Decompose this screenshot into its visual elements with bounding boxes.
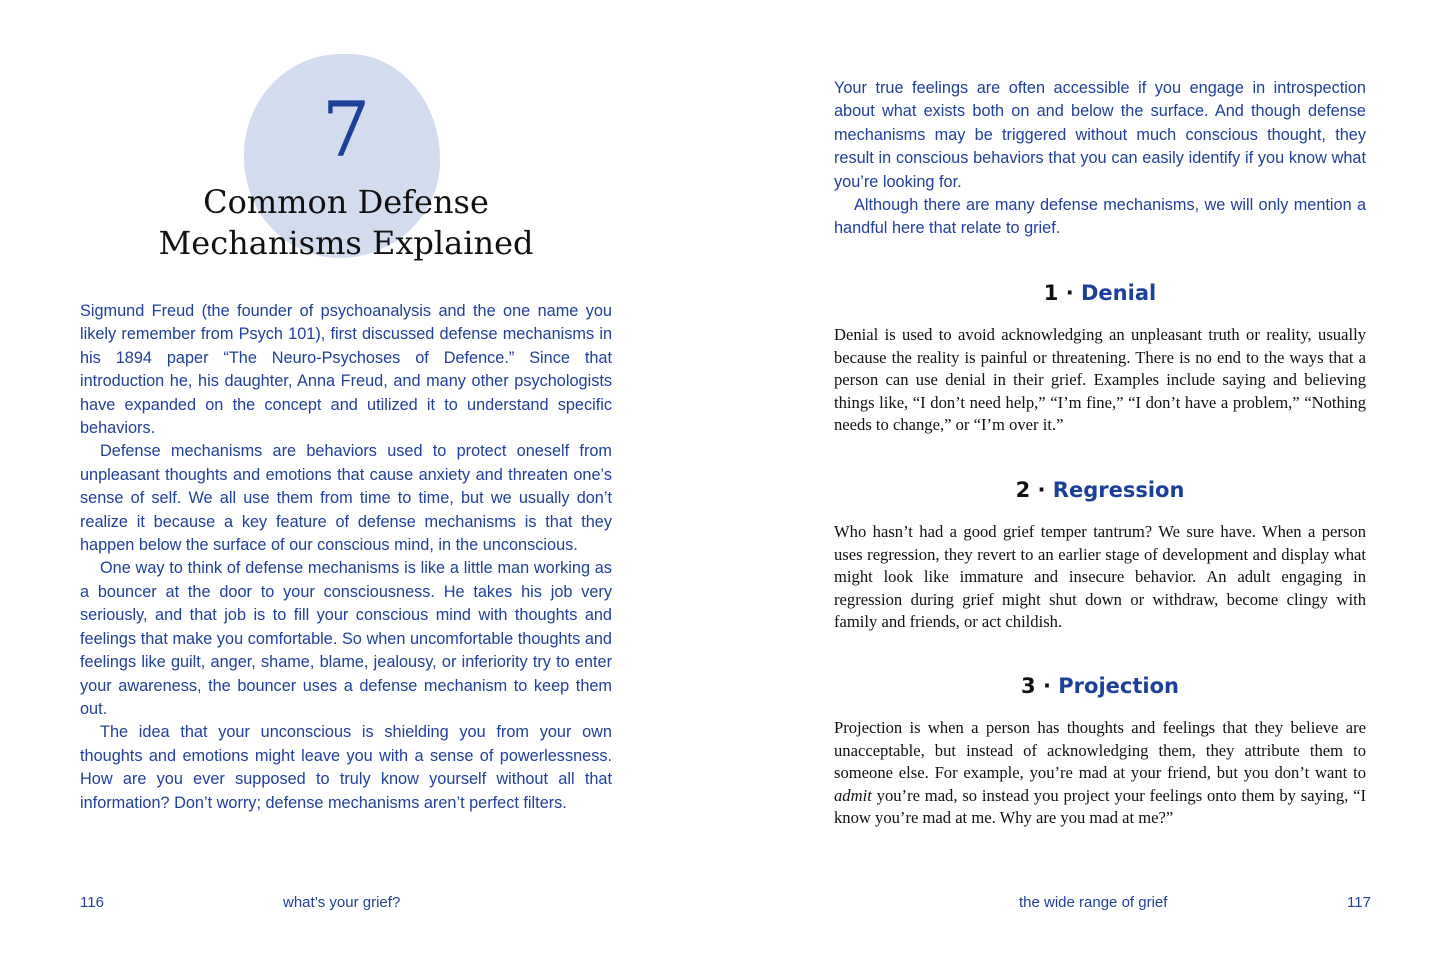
section-name: Regression — [1052, 478, 1185, 502]
section-number: 2 · — [1015, 478, 1046, 502]
section-number: 3 · — [1021, 674, 1051, 698]
section-number: 1 · — [1043, 281, 1074, 305]
section-text: Who hasn’t had a good grief temper tantrum? We sure have. When a person uses regression, they revert to an earlier stage of development and display what might look like immature and insecure behavior. An adult engaging in regression during grief might shut down or withdraw, become clingy with family and friends, or act childish. — [834, 522, 1366, 632]
left-page — [0, 0, 722, 964]
body-paragraph: Sigmund Freud (the founder of psychoanalysis and the one name you likely remember from Psych 101), first discussed defense mechanisms in his 1894 paper “The Neuro-Psychoses of Defence.” Since that introduction he, his daughter, Anna Freud, and many other psychologists have expanded on the concept and utilized it to understand specific behaviors. — [80, 302, 612, 438]
section-heading — [834, 280, 1366, 306]
body-paragraph: The idea that your unconscious is shielding you from your own thoughts and emotions might leave you with a sense of powerlessness. How are you ever supposed to truly know yourself without all that information? Don’t worry; defense mechanisms aren’t perfect filters. — [80, 723, 612, 812]
section-text-part: you’re mad, so instead you project your feelings onto them by saying, “I know you’re mad at me. Why are you mad at me?” — [834, 785, 1366, 828]
body-paragraph: Defense mechanisms are behaviors used to protect oneself from unpleasant thoughts and emotions that cause anxiety and threaten one’s sense of self. We all use them from time to time, but we usually don’t realize it because a key feature of defense mechanisms is that they happen below the surface of our conscious mind, in the unconscious. — [80, 442, 612, 555]
body-paragraph: One way to think of defense mechanisms is like a little man working as a bouncer at the door to your consciousness. He takes his job very seriously, and that job is to fill your conscious mind with thoughts and feelings that make you comfortable. So when uncomfortable thoughts and feelings like guilt, anger, shame, blame, jealousy, or inferiority try to enter your awareness, the bouncer uses a defense mechanism to keep them out. — [80, 559, 612, 718]
section-text — [834, 717, 1366, 830]
chapter-number: 7 — [321, 85, 371, 174]
chapter-title — [0, 182, 692, 264]
emphasis-word: admit — [834, 785, 872, 805]
section-name: Projection — [1058, 674, 1179, 698]
section-text-part: Projection is when a person has thoughts and feelings that they believe are unacceptable, but instead of acknowledging them, they attribute them to someone else. For example, you’re mad at your friend, but you don’t want to — [834, 718, 1366, 783]
section-text: Denial is used to avoid acknowledging an unpleasant truth or reality, usually because the reality is painful or threatening. There is no end to the ways that a person can use denial in their grief. Examples include saying and believing things like, “I don’t need help,” “I’m fine,” “I don’t have a problem,” “Nothing needs to change,” or “I’m over it.” — [834, 325, 1366, 435]
left-body-text — [80, 300, 612, 815]
section-heading — [834, 673, 1366, 699]
body-paragraph: Although there are many defense mechanisms, we will only mention a handful here that relate to grief. — [834, 196, 1366, 238]
right-page-number: 117 — [1347, 894, 1371, 911]
section-heading — [834, 477, 1366, 503]
left-page-number: 116 — [80, 894, 104, 911]
right-running-head: the wide range of grief — [1019, 894, 1168, 911]
left-running-head: what’s your grief? — [283, 894, 401, 911]
body-paragraph: Your true feelings are often accessible if you engage in introspection about what exists both on and below the surface. And though defense mechanisms may be triggered without much conscious thought, they result in conscious behaviors that you can easily identify if you know what you’re looking for. — [834, 79, 1366, 191]
section-projection — [834, 673, 1366, 830]
right-intro-text — [834, 77, 1366, 241]
section-name: Denial — [1081, 281, 1157, 305]
section-regression — [834, 477, 1366, 634]
chapter-title-line2: Mechanisms Explained — [158, 224, 534, 262]
chapter-title-line1: Common Defense — [203, 183, 489, 221]
right-page — [722, 0, 1445, 964]
section-denial — [834, 280, 1366, 437]
